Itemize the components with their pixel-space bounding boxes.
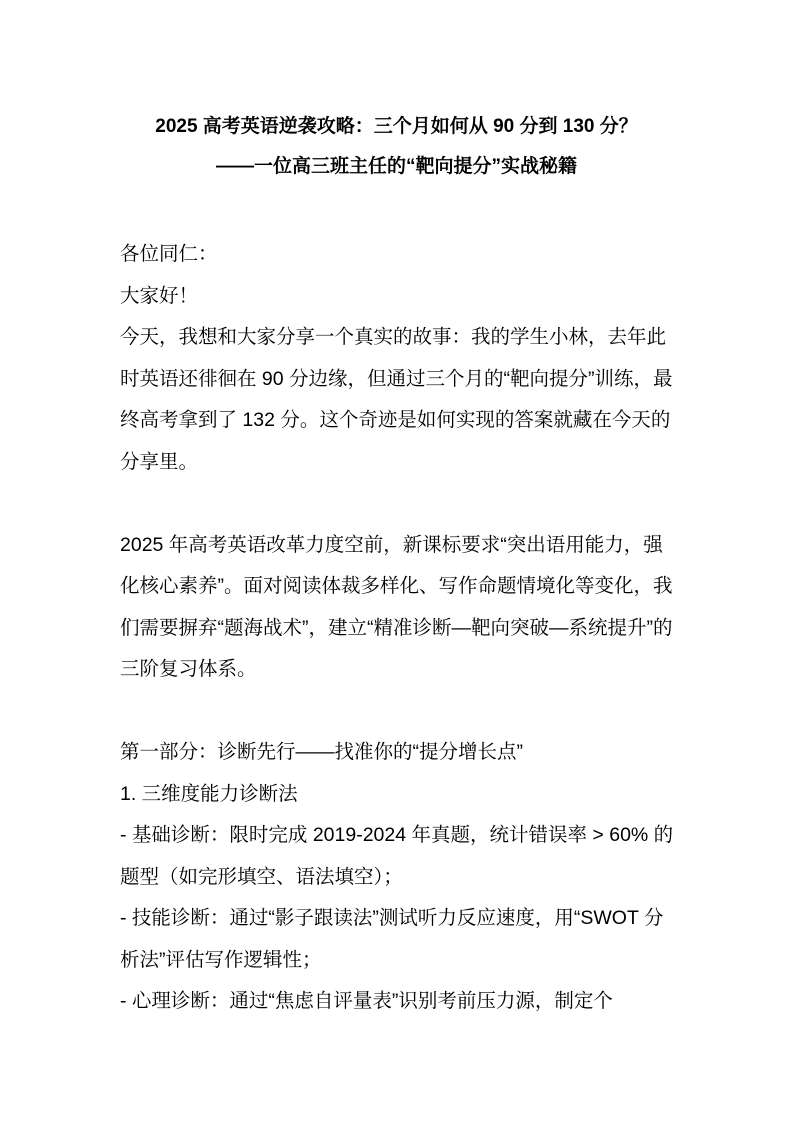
section-heading: 第一部分：诊断先行——找准你的“提分增长点”	[120, 741, 523, 763]
list-item-psych-diagnosis: - 心理诊断：通过“焦虑自评量表”识别考前压力源，制定个	[120, 990, 613, 1012]
greeting-hello: 大家好！	[120, 284, 199, 307]
salutation: 各位同仁：	[120, 243, 218, 265]
paragraph-spacer	[120, 691, 680, 733]
document-title: 2025 高考英语逆袭攻略：三个月如何从 90 分到 130 分？	[155, 116, 638, 137]
document-body	[120, 234, 680, 1023]
reform-paragraph: 2025 年高考英语改革力度空前，新课标要求“突出语用能力，强化核心素养”。面对阅读体裁多样化、写作命题情境化等变化，我们需要摒弃“题海战术”，建立“精准诊断—靶向突破—系统提升”的三阶复习体系。	[120, 533, 673, 680]
story-paragraph: 今天，我想和大家分享一个真实的故事：我的学生小林，去年此时英语还徘徊在 90 分边缘，但通过三个月的“靶向提分”训练，最终高考拿到了 132 分。这个奇迹是如何实现的答案就藏在今天的分享里。	[120, 326, 673, 473]
list-item-basic-diagnosis: - 基础诊断：限时完成 2019-2024 年真题，统计错误率 > 60% 的题型（如完形填空、语法填空）；	[120, 824, 674, 888]
section-subheading: 1. 三维度能力诊断法	[120, 782, 298, 805]
list-item-skill-diagnosis: - 技能诊断：通过“影子跟读法”测试听力反应速度，用“SWOT 分析法”评估写作逻辑性；	[120, 907, 664, 971]
paragraph-spacer	[120, 483, 680, 525]
document-subtitle: ——一位高三班主任的“靶向提分”实战秘籍	[215, 156, 577, 177]
